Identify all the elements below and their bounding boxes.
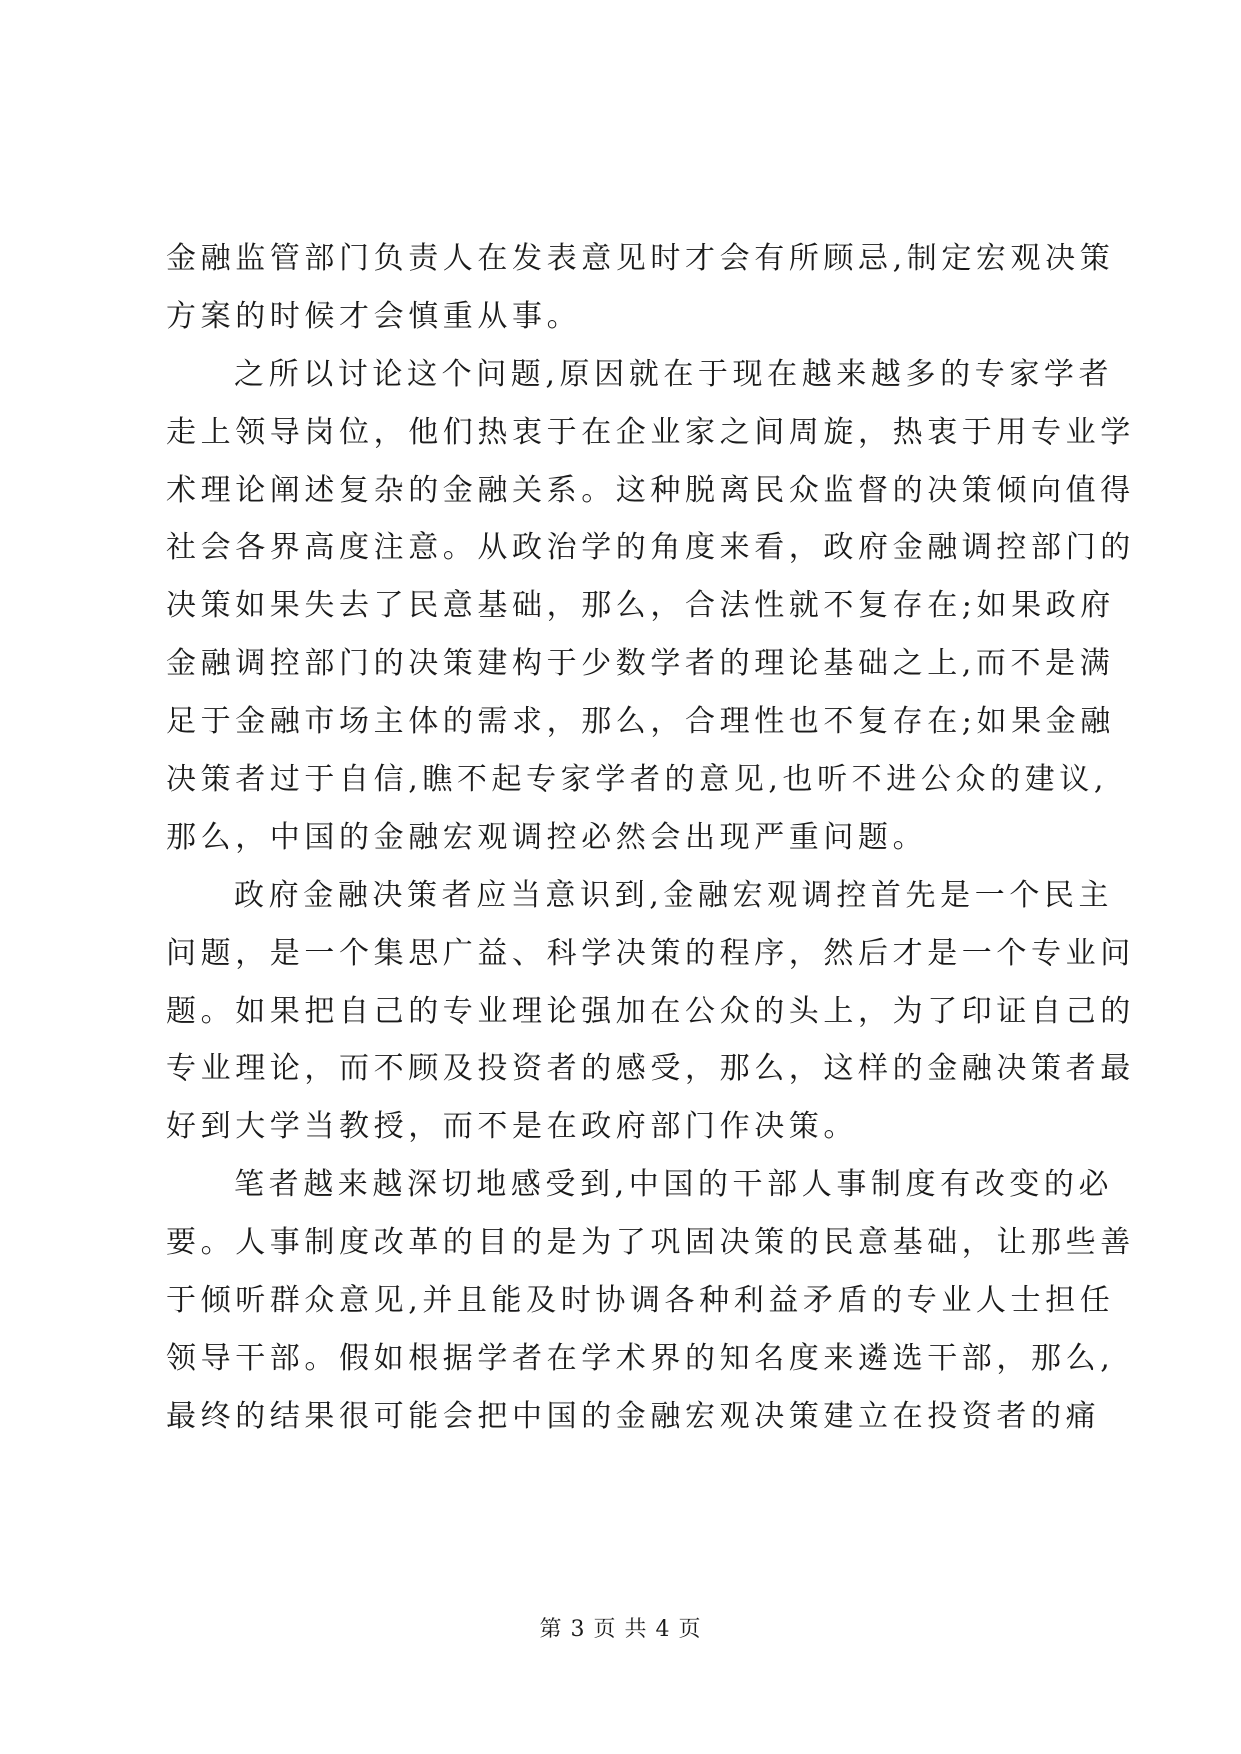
text-line: 问题，是一个集思广益、科学决策的程序，然后才是一个专业问 [166, 935, 1135, 971]
text-line: 金融监管部门负责人在发表意见时才会有所顾忌,制定宏观决策 [166, 241, 1115, 276]
paragraph-first-line: 笔者越来越深切地感受到,中国的干部人事制度有改变的必 [234, 1167, 1114, 1203]
text-line: 领导干部。假如根据学者在学术界的知名度来遴选干部，那么, [166, 1340, 1115, 1376]
page-footer: 第 3 页 共 4 页 [539, 1617, 702, 1642]
text-line: 于倾听群众意见,并且能及时协调各种利益矛盾的专业人士担任 [166, 1283, 1115, 1319]
text-line: 好到大学当教授，而不是在政府部门作决策。 [166, 1109, 858, 1145]
paragraph-first-line: 政府金融决策者应当意识到,金融宏观调控首先是一个民主 [234, 877, 1114, 913]
text-line: 方案的时候才会慎重从事。 [166, 298, 582, 334]
document-body [166, 230, 1135, 1446]
text-line: 决策者过于自信,瞧不起专家学者的意见,也听不进公众的建议, [166, 762, 1109, 798]
text-line: 金融调控部门的决策建构于少数学者的理论基础之上,而不是满 [166, 646, 1115, 682]
text-line: 术理论阐述复杂的金融关系。这种脱离民众监督的决策倾向值得 [166, 472, 1135, 508]
paragraph-first-line: 之所以讨论这个问题,原因就在于现在越来越多的专家学者 [234, 356, 1114, 392]
text-line: 足于金融市场主体的需求，那么，合理性也不复存在;如果金融 [166, 704, 1115, 740]
text-line: 那么，中国的金融宏观调控必然会出现严重问题。 [166, 819, 928, 855]
text-line: 走上领导岗位，他们热衷于在企业家之间周旋，热衷于用专业学 [166, 414, 1135, 450]
text-line: 最终的结果很可能会把中国的金融宏观决策建立在投资者的痛 [166, 1398, 1101, 1434]
text-line: 题。如果把自己的专业理论强加在公众的头上，为了印证自己的 [166, 993, 1135, 1029]
text-line: 要。人事制度改革的目的是为了巩固决策的民意基础，让那些善 [166, 1225, 1135, 1261]
text-line: 决策如果失去了民意基础，那么，合法性就不复存在;如果政府 [166, 588, 1115, 624]
text-line: 专业理论，而不顾及投资者的感受，那么，这样的金融决策者最 [166, 1051, 1135, 1087]
text-line: 社会各界高度注意。从政治学的角度来看，政府金融调控部门的 [166, 530, 1135, 566]
